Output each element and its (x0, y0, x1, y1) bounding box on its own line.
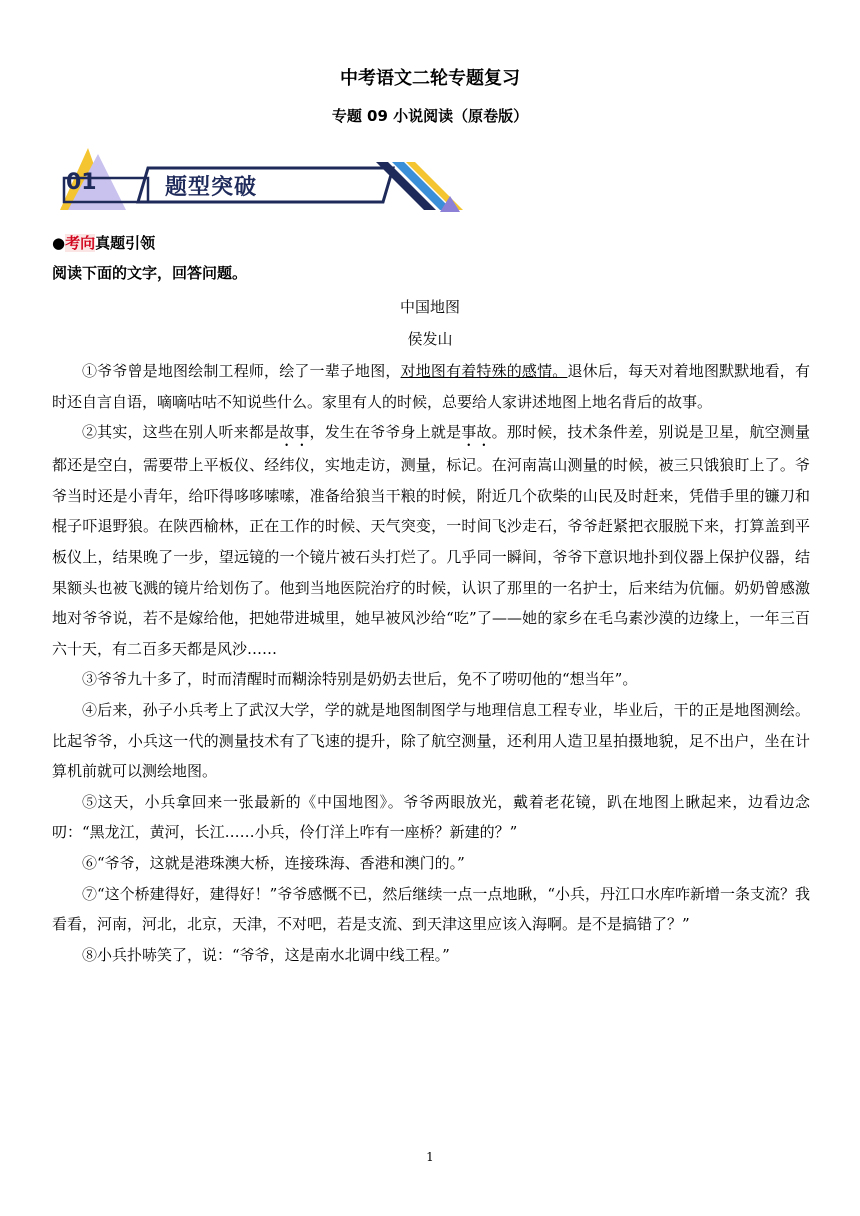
banner-number: 01 (66, 170, 97, 195)
heading-text: 真题引领 (95, 234, 156, 252)
page-number: 1 (426, 1150, 434, 1164)
paragraph-5: ⑤这天，小兵拿回来一张最新的《中国地图》。爷爷两眼放光，戴着老花镜，趴在地图上瞅起来，边看边念叨：“黑龙江，黄河，长江……小兵，伶仃洋上咋有一座桥？新建的？” (52, 792, 810, 842)
paragraph-8: ⑧小兵扑哧笑了，说：“爷爷，这是南水北调中线工程。” (82, 945, 450, 964)
story-body (52, 356, 810, 970)
document-subtitle: 专题 09 小说阅读（原卷版） (331, 107, 529, 125)
paragraph-2: ②其实，这些在别人听来都是故事，发生在爷爷身上就是事故。那时候，技术条件差，别说是卫星，航空测量都还是空白，需要带上平板仪、经纬仪，实地走访，测量，标记。在河南嵩山测量的时候，被三只饿狼盯上了。爷爷当时还是小青年，给吓得哆哆嗦嗦，准备给狼当干粮的时候，附近几个砍柴的山民及时赶来，凭借手里的镰刀和棍子吓退野狼。在陕西榆林，正在工作的时候、天气突变，一时间飞沙走石，爷爷赶紧把衣服脱下来，打算盖到平板仪上，结果晚了一步，望远镜的一个镜片被石头打烂了。几乎同一瞬间，爷爷下意识地扑到仪器上保护仪器，结果额头也被飞溅的镜片给划伤了。他到当地医院治疗的时候，认识了那里的一名护士，后来结为伉俪。奶奶曾感激地对爷爷说，若不是嫁给他，把她带进城里，她早被风沙给“吃”了——她的家乡在毛乌素沙漠的边缘上，一年三百六十天，有二百多天都是风沙…… (52, 423, 810, 658)
instruction-text: 阅读下面的文字，回答问题。 (52, 264, 248, 282)
paragraph-6: ⑥“爷爷，这就是港珠澳大桥，连接珠海、香港和澳门的。” (82, 853, 465, 872)
bullet-icon: ● (52, 234, 66, 252)
emphasis-gushi: 故事 (279, 423, 310, 442)
story-author: 侯发山 (407, 330, 453, 348)
heading-marker: 考向 (65, 234, 96, 252)
emphasis-shigu: 事故 (461, 423, 492, 442)
banner-label: 题型突破 (165, 175, 258, 200)
paragraph-3: ③爷爷九十多了，时而清醒时而糊涂特别是奶奶去世后，免不了唠叨他的“想当年”。 (82, 670, 638, 689)
section-banner (58, 140, 468, 220)
paragraph-1: ①爷爷曾是地图绘制工程师，绘了一辈子地图，对地图有着特殊的感情。退休后，每天对着地图默默地看，有时还自言自语，嘀嘀咕咕不知说些什么。家里有人的时候，总要给人家讲述地图上地名背后的故事。 (52, 362, 810, 411)
story-title: 中国地图 (399, 298, 460, 316)
paragraph-7: ⑦“这个桥建得好，建得好！”爷爷感慨不已，然后继续一点一点地瞅，“小兵，丹江口水库咋新增一条支流？我看看，河南，河北，北京，天津，不对吧，若是支流、到天津这里应该入海啊。是不是搞错了？” (52, 884, 811, 934)
section-heading (52, 232, 155, 253)
document-title: 中考语文二轮专题复习 (340, 68, 520, 89)
underlined-phrase: 对地图有着特殊的感情。 (400, 362, 568, 380)
paragraph-4: ④后来，孙子小兵考上了武汉大学，学的就是地图制图学与地理信息工程专业，毕业后，干的正是地图测绘。比起爷爷，小兵这一代的测量技术有了飞速的提升，除了航空测量，还利用人造卫星拍摄地貌，足不出户，坐在计算机前就可以测绘地图。 (52, 700, 810, 781)
